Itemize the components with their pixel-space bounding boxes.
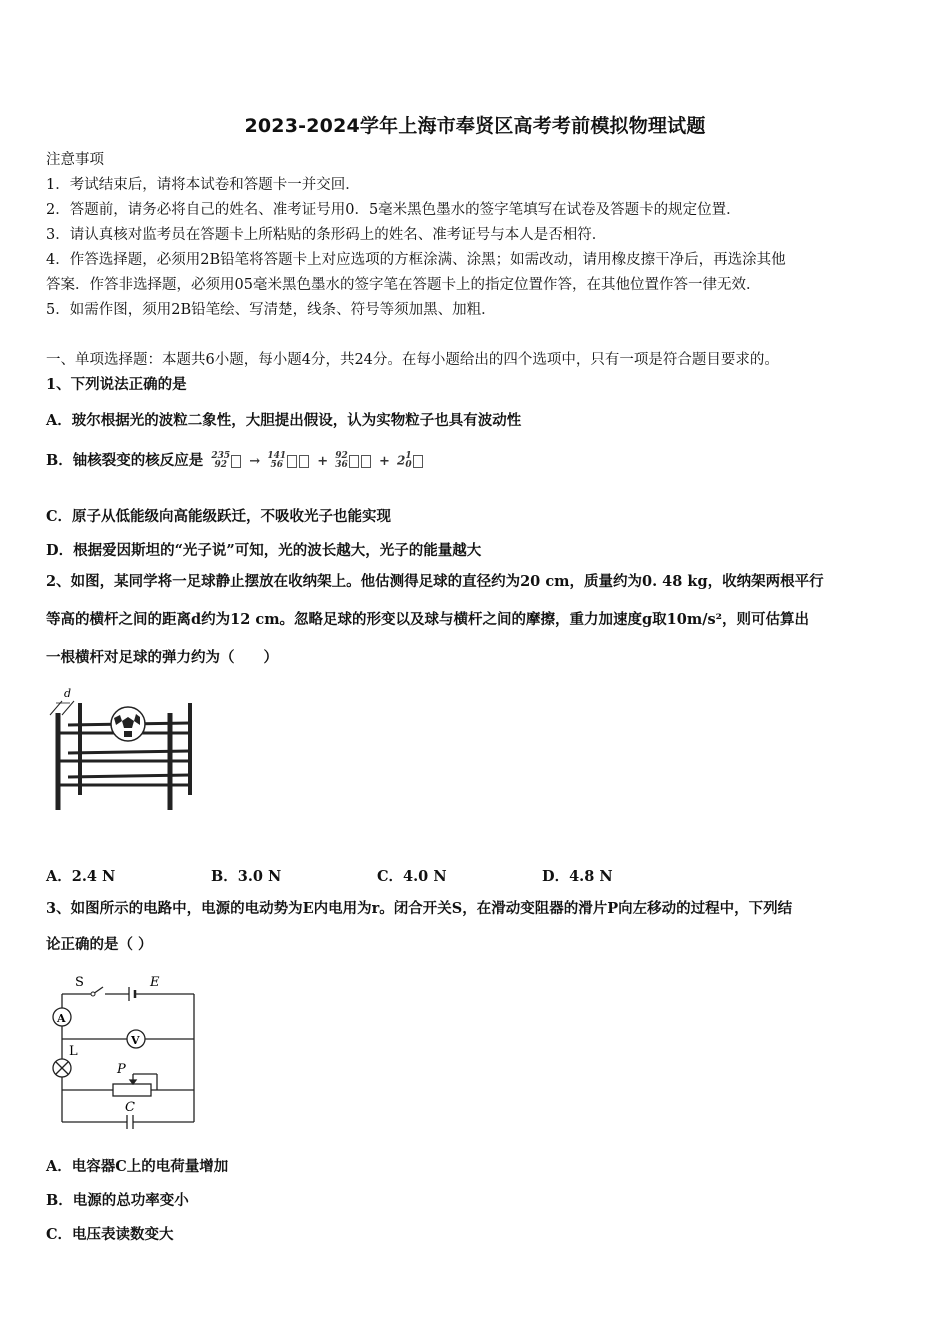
- question-1-option-c: C．原子从低能级向高能级跃迁，不吸收光子也能实现: [46, 508, 392, 525]
- question-3-line: 3、如图所示的电路中，电源的电动势为E内电用为r。闭合开关S，在滑动变阻器的滑片P向左移动的过程中，下列结: [46, 900, 793, 917]
- d-label: d: [64, 687, 72, 700]
- circuit-diagram: [45, 970, 205, 1130]
- question-3-option-a: A．电容器C上的电荷量增加: [46, 1158, 229, 1175]
- svg-text:V: V: [131, 1034, 140, 1047]
- svg-text:L: L: [69, 1044, 78, 1059]
- question-3-line: 论正确的是（ ）: [46, 936, 153, 953]
- svg-text:C: C: [125, 1100, 135, 1115]
- fission-equation: 235 92 → 141 56 + 92 36 + 2 1 0: [211, 452, 423, 470]
- svg-text:E: E: [150, 975, 160, 990]
- notice-item: 答案．作答非选择题，必须用05毫米黑色墨水的签字笔在答题卡上的指定位置作答，在其他位置作答一律无效．: [46, 277, 761, 293]
- question-2-option-b: B．3.0 N: [211, 868, 282, 885]
- notice-item: 1．考试结束后，请将本试卷和答题卡一并交回．: [46, 177, 360, 193]
- svg-text:S: S: [75, 975, 84, 990]
- svg-text:A: A: [57, 1012, 66, 1025]
- question-1-option-d: D．根据爱因斯坦的“光子说”可知，光的波长越大，光子的能量越大: [46, 542, 482, 559]
- notice-heading: 注意事项: [46, 152, 104, 168]
- question-1-option-a: A．玻尔根据光的波粒二象性，大胆提出假设，认为实物粒子也具有波动性: [46, 412, 522, 429]
- svg-text:P: P: [117, 1062, 126, 1077]
- question-2-line: 等高的横杆之间的距离d约为12 cm。忽略足球的形变以及球与横杆之间的摩擦，重力加速度g取10m/s²，则可估算出: [46, 611, 810, 628]
- page-title: 2023-2024学年上海市奉贤区高考考前模拟物理试题: [244, 115, 706, 137]
- question-2-line: 2、如图，某同学将一足球静止摆放在收纳架上。他估测得足球的直径约为20 cm，质量约为0. 48 kg，收纳架两根平行: [46, 573, 824, 590]
- shoe-rack-figure: [40, 685, 200, 815]
- question-3-option-b: B．电源的总功率变小: [46, 1192, 189, 1209]
- notice-item: 5．如需作图，须用2B铅笔绘、写清楚，线条、符号等须加黑、加粗．: [46, 302, 496, 318]
- question-2-option-d: D．4.8 N: [542, 868, 613, 885]
- question-1-option-b: [46, 449, 424, 470]
- question-1-stem: 1、下列说法正确的是: [46, 376, 187, 393]
- notice-item: 4．作答选择题，必须用2B铅笔将答题卡上对应选项的方框涂满、涂黑；如需改动，请用橡皮擦干净后，再选涂其他: [46, 252, 786, 268]
- notice-item: 3．请认真核对监考员在答题卡上所粘贴的条形码上的姓名、准考证号与本人是否相符．: [46, 227, 607, 243]
- section-heading: 一、单项选择题：本题共6小题，每小题4分，共24分。在每小题给出的四个选项中，只有一项是符合题目要求的。: [46, 352, 779, 368]
- question-3-option-c: C．电压表读数变大: [46, 1226, 174, 1243]
- question-1-option-b-text: B．铀核裂变的核反应是: [46, 452, 204, 469]
- question-2-line: 一根横杆对足球的弹力约为（ ）: [46, 649, 278, 666]
- question-2-option-c: C．4.0 N: [377, 868, 447, 885]
- notice-item: 2．答题前，请务必将自己的姓名、准考证号用0．5毫米黑色墨水的签字笔填写在试卷及答题卡的规定位置．: [46, 202, 741, 218]
- question-2-option-a: A．2.4 N: [46, 868, 116, 885]
